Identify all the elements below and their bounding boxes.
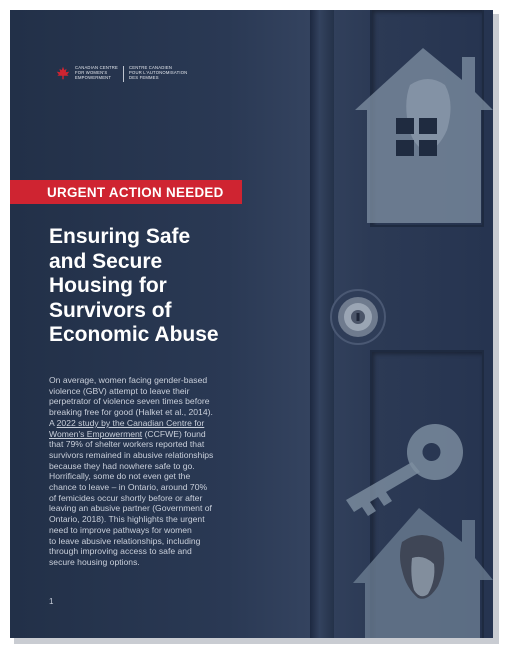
logo-text-french: CENTRE CANADIEN POUR L'AUTONOMISATION DES FEMMES [129, 65, 188, 80]
body-line [49, 429, 277, 440]
body-line [49, 418, 277, 429]
body-line: survivors remained in abusive relationships [49, 449, 214, 460]
door-knob-icon [331, 290, 385, 344]
body-line: through improving access to safe and [49, 546, 192, 557]
study-link[interactable]: 2022 study by the Canadian Centre for [56, 417, 205, 428]
document-title [49, 225, 289, 348]
title-line: Economic Abuse [49, 323, 219, 346]
key-icon [346, 424, 463, 516]
body-paragraph [49, 375, 277, 568]
body-line: because they had nowhere safe to go. [49, 460, 195, 471]
page-number: 1 [49, 597, 54, 606]
logo-divider [123, 66, 124, 82]
body-line: violence (GBV) attempt to leave their [49, 385, 190, 396]
body-line: secure housing options. [49, 556, 140, 567]
body-line: of femicides occur shortly before or after [49, 492, 203, 503]
house-icon [353, 508, 493, 638]
body-line: breaking free for good (Halket et al., 2014). [49, 407, 213, 418]
study-link[interactable]: Women's Empowerment [49, 428, 143, 439]
body-line: chance to leave – in Ontario, around 70% [49, 482, 208, 493]
title-line: and Secure [49, 249, 163, 273]
title-line: Housing for [49, 274, 167, 297]
body-line: need to improve pathways for women [49, 524, 192, 535]
organization-logo [56, 65, 187, 82]
logo-text-english: CANADIAN CENTRE FOR WOMEN'S EMPOWERMENT [75, 65, 119, 80]
body-text-fragment: A [49, 417, 57, 428]
body-text-fragment: (CCFWE) found [142, 428, 206, 439]
body-line: to leave abusive relationships, including [49, 535, 201, 546]
title-line: Ensuring Safe [49, 225, 191, 248]
body-line: Horrifically, some do not even get the [49, 471, 191, 482]
maple-leaf-icon [56, 66, 70, 80]
body-line: On average, women facing gender-based [49, 375, 208, 385]
body-line: leaving an abusive partner (Government of [49, 503, 212, 514]
body-line: that 79% of shelter workers reported that [49, 439, 205, 450]
body-line: perpetrator of violence seven times before [49, 396, 210, 407]
body-line: Ontario, 2018). This highlights the urgent [49, 514, 205, 525]
urgent-banner [10, 180, 242, 204]
title-line: Survivors of [49, 298, 172, 322]
house-icon [355, 48, 493, 223]
urgent-banner-label: URGENT ACTION NEEDED [47, 184, 224, 200]
